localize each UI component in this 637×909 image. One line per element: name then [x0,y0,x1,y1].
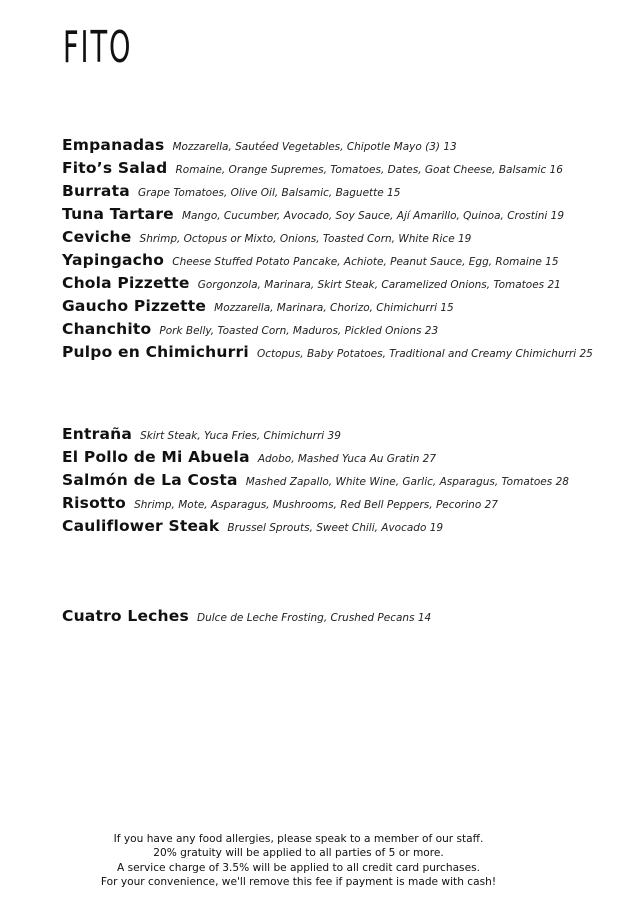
menu-item-description: Skirt Steak, Yuca Fries, Chimichurri 39 [140,430,341,442]
menu-item [62,340,632,363]
menu-item-name: Entraña [62,425,133,443]
menu-item-name: Cuatro Leches [62,607,189,625]
menu-section-mains [62,422,632,537]
menu-item-name: Salmón de La Costa [62,471,238,489]
cash-note: For your convenience, we'll remove this fee if payment is made with cash! [100,876,497,889]
menu-item-description: Shrimp, Octopus or Mixto, Onions, Toasted Corn, White Rice 19 [139,233,472,245]
menu-item-name: Yapingacho [62,251,165,269]
menu-item-description: Romaine, Orange Supremes, Tomatoes, Dates, Goat Cheese, Balsamic 16 [175,164,563,176]
menu-item-name: Burrata [62,182,130,200]
menu-item-name: Fito’s Salad [62,159,168,177]
restaurant-logo: FITO [63,22,133,73]
menu-item-name: Gaucho Pizzette [62,297,207,315]
menu-item [62,156,632,179]
menu-item [62,248,632,271]
menu-item [62,604,632,627]
menu-item [62,294,632,317]
footer-notes [0,832,597,890]
menu-item-name: Chola Pizzette [62,274,190,292]
menu-item [62,202,632,225]
menu-item [62,422,632,445]
service-charge-note: A service charge of 3.5% will be applied to all credit card purchases. [116,861,480,874]
menu-item-description: Mozzarella, Marinara, Chorizo, Chimichurri 15 [214,302,454,314]
menu-item [62,271,632,294]
menu-item-description: Adobo, Mashed Yuca Au Gratin 27 [257,453,437,465]
menu-item [62,468,632,491]
menu-item-description: Octopus, Baby Potatoes, Traditional and Creamy Chimichurri 25 [256,348,593,360]
menu-item-name: Ceviche [62,228,132,246]
gratuity-note: 20% gratuity will be applied to all parties of 5 or more. [153,847,444,860]
menu-section-desserts [62,604,632,627]
allergy-note: If you have any food allergies, please speak to a member of our staff. [113,833,484,845]
menu-item-description: Mashed Zapallo, White Wine, Garlic, Asparagus, Tomatoes 28 [245,476,569,488]
menu-item-description: Mango, Cucumber, Avocado, Soy Sauce, Ají Amarillo, Quinoa, Crostini 19 [182,210,565,222]
menu-item-name: Pulpo en Chimichurri [62,343,249,361]
menu-item [62,491,632,514]
menu-item [62,317,632,340]
menu-item-description: Shrimp, Mote, Asparagus, Mushrooms, Red Bell Peppers, Pecorino 27 [134,499,498,511]
menu-item-description: Dulce de Leche Frosting, Crushed Pecans 14 [197,612,432,624]
menu-item-description: Brussel Sprouts, Sweet Chili, Avocado 19 [227,522,444,534]
menu-section-starters [62,133,632,363]
menu-item-description: Pork Belly, Toasted Corn, Maduros, Pickled Onions 23 [159,325,439,337]
menu-item [62,514,632,537]
menu-item-description: Cheese Stuffed Potato Pancake, Achiote, Peanut Sauce, Egg, Romaine 15 [172,256,559,268]
menu-item [62,179,632,202]
menu-item-description: Gorgonzola, Marinara, Skirt Steak, Caramelized Onions, Tomatoes 21 [197,279,561,291]
menu-item [62,225,632,248]
menu-item-name: Chanchito [62,320,152,338]
menu-item-description: Mozzarella, Sautéed Vegetables, Chipotle Mayo (3) 13 [172,141,457,153]
menu-item [62,445,632,468]
menu-item-name: Empanadas [62,136,165,154]
menu-item-name: Risotto [62,494,126,512]
menu-item [62,133,632,156]
menu-item-name: El Pollo de Mi Abuela [62,448,250,466]
menu-item-description: Grape Tomatoes, Olive Oil, Balsamic, Baguette 15 [137,187,401,199]
menu-item-name: Tuna Tartare [62,205,174,223]
menu-item-name: Cauliflower Steak [62,517,220,535]
